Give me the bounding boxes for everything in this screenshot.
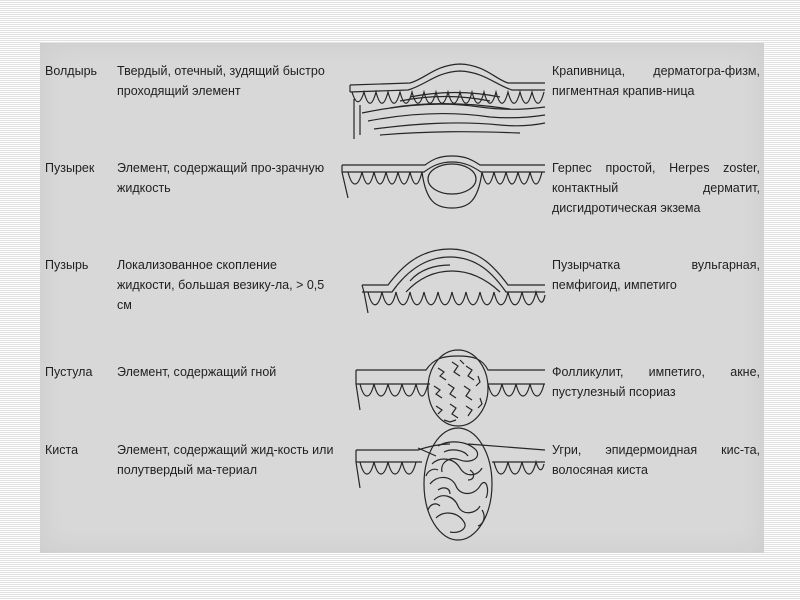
vesicle-diagram bbox=[340, 158, 545, 256]
term-label: Волдырь bbox=[45, 64, 98, 78]
term-label: Пузырек bbox=[45, 161, 95, 175]
examples-text: Крапивница, дерматогра-физм, пигментная крапив-ница bbox=[552, 64, 760, 98]
bulla-diagram bbox=[340, 255, 545, 353]
row-wheal bbox=[40, 61, 764, 159]
scanned-figure-panel bbox=[40, 43, 764, 553]
definition-text: Локализованное скопление жидкости, большая везику-ла, > 0,5 см bbox=[117, 258, 325, 312]
term-label: Пустула bbox=[45, 365, 93, 379]
wheal-diagram bbox=[340, 61, 545, 159]
examples-text: Герпес простой, Herpes zoster, контактный дерматит, дисгидротическая экзема bbox=[552, 161, 760, 215]
row-bulla bbox=[40, 255, 764, 353]
cyst-diagram bbox=[340, 440, 545, 538]
examples-text: Угри, эпидермоидная кис-та, волосяная киста bbox=[552, 443, 760, 477]
definition-text: Элемент, содержащий гной bbox=[117, 365, 277, 379]
term-label: Пузырь bbox=[45, 258, 89, 272]
definition-text: Элемент, содержащий жид-кость или полутвердый ма-териал bbox=[117, 443, 334, 477]
row-cyst bbox=[40, 440, 764, 538]
row-vesicle bbox=[40, 158, 764, 256]
examples-text: Фолликулит, импетиго, акне, пустулезный псориаз bbox=[552, 365, 760, 399]
definition-text: Элемент, содержащий про-зрачную жидкость bbox=[117, 161, 325, 195]
term-label: Киста bbox=[45, 443, 79, 457]
definition-text: Твердый, отечный, зудящий быстро проходящий элемент bbox=[117, 64, 325, 98]
examples-text: Пузырчатка вульгарная, пемфигоид, импетиго bbox=[552, 258, 760, 292]
